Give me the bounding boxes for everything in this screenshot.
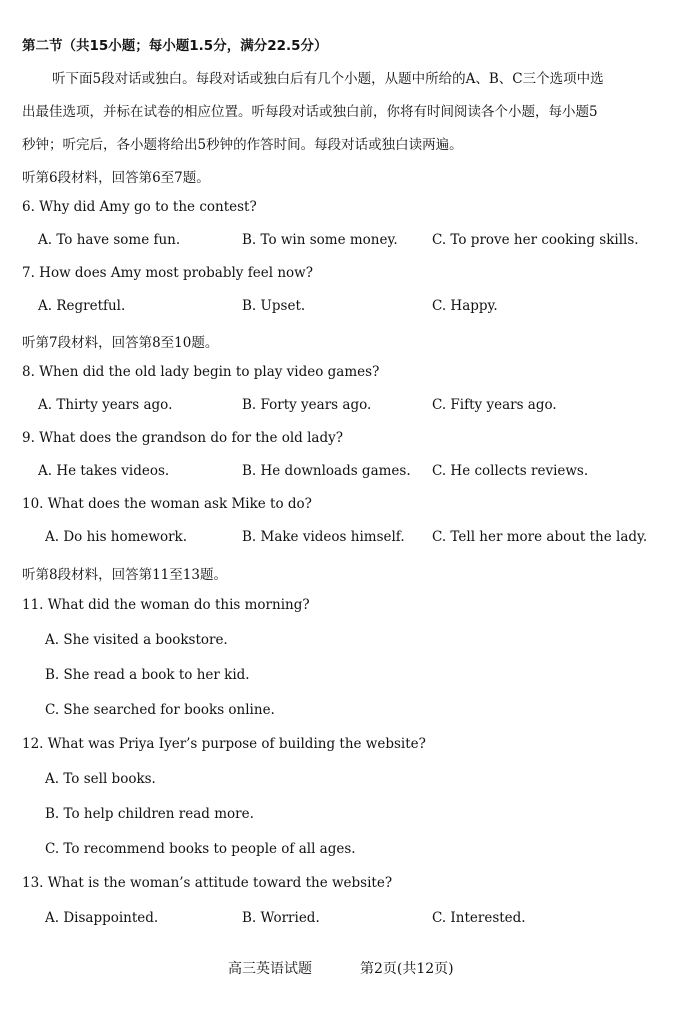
- question-12-option-b: B. To help children read more.: [45, 806, 254, 822]
- question-10-stem: 10. What does the woman ask Mike to do?: [22, 496, 312, 512]
- question-10-option-c: C. Tell her more about the lady.: [432, 529, 648, 545]
- group-intro-7: 听第7段材料，回答第8至10题。: [22, 335, 219, 351]
- instructions-line-1: 听下面5段对话或独白。每段对话或独白后有几个小题，从题中所给的A、B、C三个选项中选: [52, 71, 604, 87]
- question-10-option-b: B. Make videos himself.: [242, 529, 405, 545]
- question-8-option-c: C. Fifty years ago.: [432, 397, 557, 413]
- question-6-option-b: B. To win some money.: [242, 232, 398, 248]
- question-13-option-a: A. Disappointed.: [45, 910, 159, 926]
- question-11-option-a: A. She visited a bookstore.: [45, 632, 228, 648]
- group-intro-6: 听第6段材料，回答第6至7题。: [22, 170, 210, 186]
- question-7-option-c: C. Happy.: [432, 298, 498, 314]
- question-11-option-c: C. She searched for books online.: [45, 702, 275, 718]
- question-8-option-b: B. Forty years ago.: [242, 397, 372, 413]
- group-intro-8: 听第8段材料，回答第11至13题。: [22, 567, 227, 583]
- question-12-option-c: C. To recommend books to people of all ages.: [45, 841, 356, 857]
- question-9-option-a: A. He takes videos.: [38, 463, 170, 479]
- question-6-option-c: C. To prove her cooking skills.: [432, 232, 639, 248]
- footer-page-number: 第2页(共12页): [360, 961, 454, 977]
- question-13-stem: 13. What is the woman’s attitude toward the website?: [22, 875, 393, 891]
- question-8-option-a: A. Thirty years ago.: [38, 397, 173, 413]
- footer-subject: 高三英语试题: [228, 961, 312, 977]
- question-10-option-a: A. Do his homework.: [45, 529, 188, 545]
- question-6-stem: 6. Why did Amy go to the contest?: [22, 199, 257, 215]
- question-6-option-a: A. To have some fun.: [38, 232, 181, 248]
- question-9-stem: 9. What does the grandson do for the old lady?: [22, 430, 343, 446]
- question-13-option-b: B. Worried.: [242, 910, 320, 926]
- question-13-option-c: C. Interested.: [432, 910, 526, 926]
- question-7-option-a: A. Regretful.: [38, 298, 126, 314]
- question-11-option-b: B. She read a book to her kid.: [45, 667, 250, 683]
- instructions-line-2: 出最佳选项，并标在试卷的相应位置。听每段对话或独白前，你将有时间阅读各个小题，每小题5: [22, 104, 598, 120]
- question-12-option-a: A. To sell books.: [45, 771, 156, 787]
- question-7-stem: 7. How does Amy most probably feel now?: [22, 265, 313, 281]
- question-11-stem: 11. What did the woman do this morning?: [22, 597, 310, 613]
- question-9-option-b: B. He downloads games.: [242, 463, 411, 479]
- question-9-option-c: C. He collects reviews.: [432, 463, 589, 479]
- question-12-stem: 12. What was Priya Iyer’s purpose of building the website?: [22, 736, 426, 752]
- question-8-stem: 8. When did the old lady begin to play video games?: [22, 364, 380, 380]
- question-7-option-b: B. Upset.: [242, 298, 306, 314]
- instructions-line-3: 秒钟；听完后，各小题将给出5秒钟的作答时间。每段对话或独白读两遍。: [22, 137, 463, 153]
- section-heading: 第二节（共15小题；每小题1.5分，满分22.5分）: [22, 38, 328, 54]
